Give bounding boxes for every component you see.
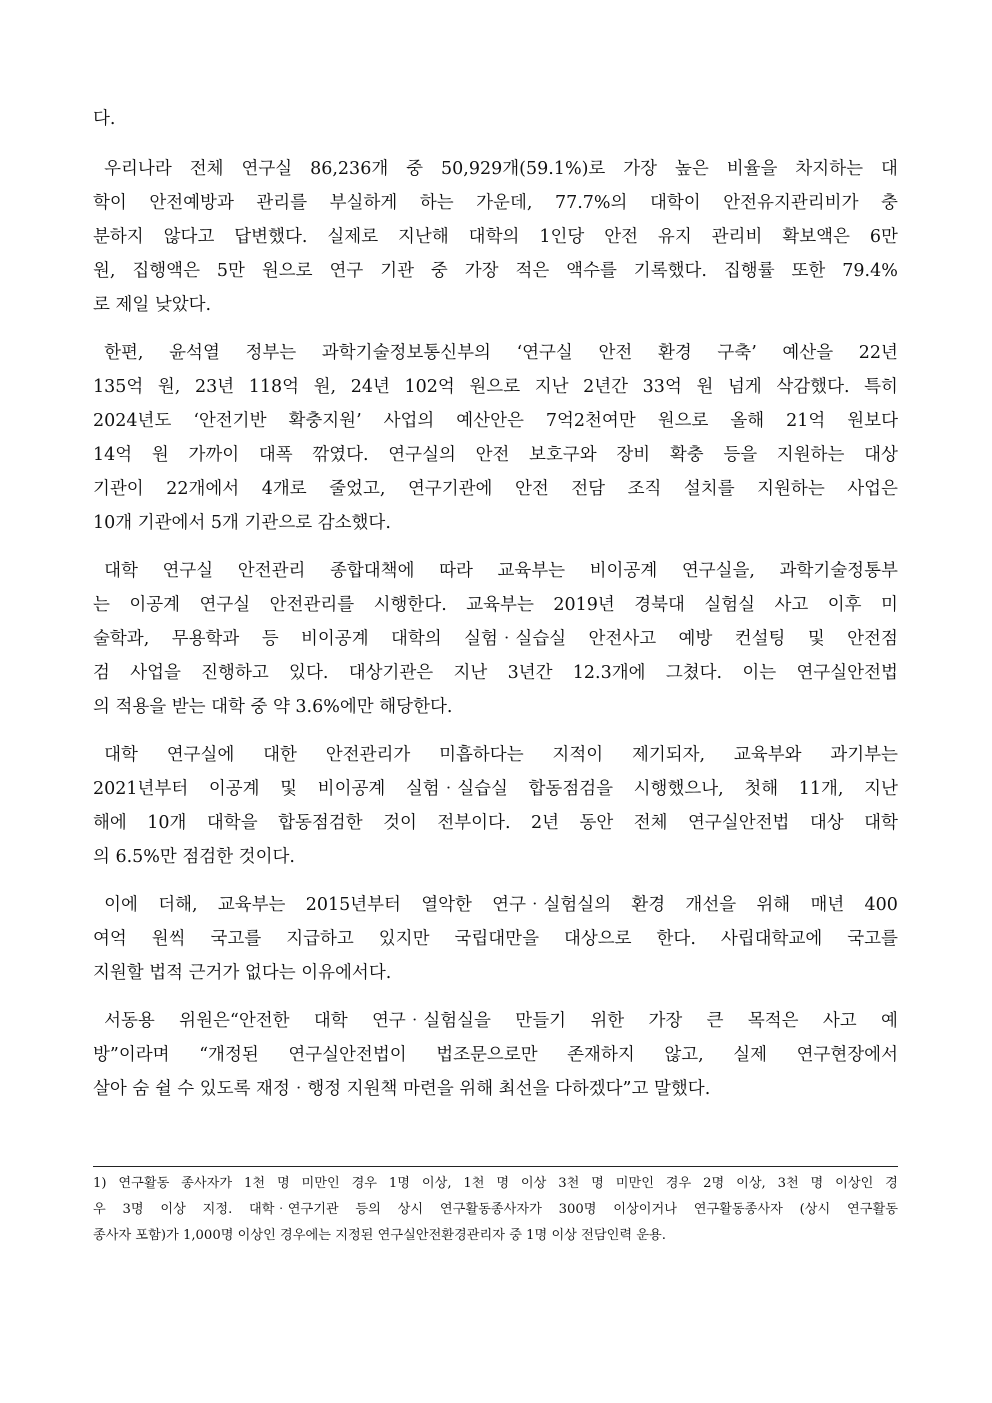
text-line: 의 적용을 받는 대학 중 약 3.6%에만 해당한다. [93, 697, 453, 717]
paragraph-committee-quote [93, 1004, 898, 1106]
paragraph-national-funding [93, 888, 898, 990]
text-line: 14억 원 가까이 대폭 깎였다. 연구실의 안전 보호구와 장비 확충 등을 지원하는 대상 [93, 445, 898, 465]
text-line: 기관이 22개에서 4개로 줄었고, 연구기관에 안전 전담 조직 설치를 지원하는 사업은 [93, 479, 898, 499]
text-line: 의 6.5%만 점검한 것이다. [93, 847, 295, 867]
text-line: 우리나라 전체 연구실 86,236개 중 50,929개(59.1%)로 가장 높은 비율을 차지하는 대 [93, 159, 898, 179]
text-line: 검 사업을 진행하고 있다. 대상기관은 지난 3년간 12.3개에 그쳤다. 이는 연구실안전법 [93, 663, 898, 683]
footnote-line: 1) 연구활동 종사자가 1천 명 미만인 경우 1명 이상, 1천 명 이상 3천 명 미만인 경우 2명 이상, 3천 명 이상인 경 [93, 1176, 898, 1191]
text-line: 2021년부터 이공계 및 비이공계 실험‧실습실 합동점검을 시행했으나, 첫해 11개, 지난 [93, 779, 898, 799]
text-line: 대학 연구실 안전관리 종합대책에 따라 교육부는 비이공계 연구실을, 과학기술정통부 [93, 561, 898, 581]
text-line: 여억 원씩 국고를 지급하고 있지만 국립대만을 대상으로 한다. 사립대학교에 국고를 [93, 929, 898, 949]
text-line: 이에 더해, 교육부는 2015년부터 열악한 연구‧실험실의 환경 개선을 위해 매년 400 [93, 895, 898, 915]
footnote-line: 종사자 포함)가 1,000명 이상인 경우에는 지정된 연구실안전환경관리자 중 1명 이상 전담인력 운용. [93, 1228, 666, 1243]
text-line: 다. [93, 109, 116, 129]
text-line: 살아 숨 쉴 수 있도록 재정‧행정 지원책 마련을 위해 최선을 다하겠다”고 말했다. [93, 1079, 711, 1099]
text-line: 해에 10개 대학을 합동점검한 것이 전부이다. 2년 동안 전체 연구실안전법 대상 대학 [93, 813, 898, 833]
paragraph-lab-statistics [93, 152, 898, 322]
paragraph-safety-policy [93, 554, 898, 724]
footnote-divider [93, 1166, 898, 1167]
text-line: 방”이라며 “개정된 연구실안전법이 법조문으로만 존재하지 않고, 실제 연구현장에서 [93, 1045, 898, 1065]
paragraph-joint-inspection [93, 738, 898, 874]
text-line: 분하지 않다고 답변했다. 실제로 지난해 대학의 1인당 안전 유지 관리비 확보액은 6만 [93, 227, 898, 247]
text-line: 서동용 위원은“안전한 대학 연구‧실험실을 만들기 위한 가장 큰 목적은 사고 예 [93, 1011, 898, 1031]
paragraph-continuation [93, 102, 898, 136]
text-line: 학이 안전예방과 관리를 부실하게 하는 가운데, 77.7%의 대학이 안전유지관리비가 충 [93, 193, 898, 213]
text-line: 원, 집행액은 5만 원으로 연구 기관 중 가장 적은 액수를 기록했다. 집행률 또한 79.4% [93, 261, 898, 281]
text-line: 한편, 윤석열 정부는 과학기술정보통신부의 ‘연구실 안전 환경 구축’ 예산을 22년 [93, 343, 898, 363]
text-line: 2024년도 ‘안전기반 확충지원’ 사업의 예산안은 7억2천여만 원으로 올해 21억 원보다 [93, 411, 898, 431]
footnote-line: 우 3명 이상 지정. 대학‧연구기관 등의 상시 연구활동종사자가 300명 이상이거나 연구활동종사자 (상시 연구활동 [93, 1202, 898, 1217]
text-line: 는 이공계 연구실 안전관리를 시행한다. 교육부는 2019년 경북대 실험실 사고 이후 미 [93, 595, 898, 615]
text-line: 술학과, 무용학과 등 비이공계 대학의 실험‧실습실 안전사고 예방 컨설팅 및 안전점 [93, 629, 898, 649]
text-line: 지원할 법적 근거가 없다는 이유에서다. [93, 963, 392, 983]
text-line: 135억 원, 23년 118억 원, 24년 102억 원으로 지난 2년간 33억 원 넘게 삭감했다. 특히 [93, 377, 898, 397]
footnote [93, 1171, 898, 1249]
document-body [93, 102, 898, 1120]
text-line: 대학 연구실에 대한 안전관리가 미흡하다는 지적이 제기되자, 교육부와 과기부는 [93, 745, 898, 765]
paragraph-budget-cuts [93, 336, 898, 540]
text-line: 10개 기관에서 5개 기관으로 감소했다. [93, 513, 391, 533]
text-line: 로 제일 낮았다. [93, 295, 212, 315]
